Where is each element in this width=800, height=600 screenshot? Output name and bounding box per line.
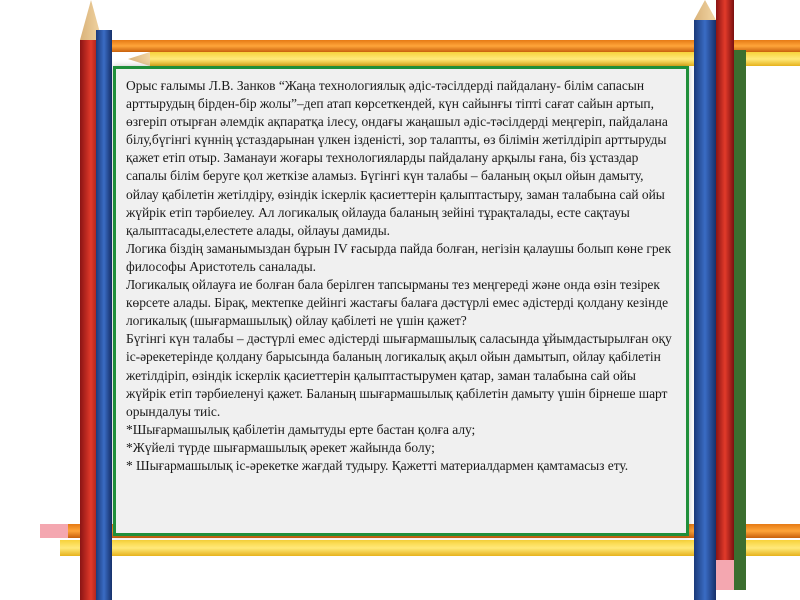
right-blue-pencil (694, 0, 716, 600)
paragraph-logic-history: Логика біздің заманымыздан бұрын IV ғасырда пайда болған, негізін қалаушы болып көне грек философы Аристотель саналады. (126, 240, 672, 274)
paragraph-todays-demand: Бүгінгі күн талабы – дәстүрлі емес әдістерді шығармашылық саласында ұйымдастырылған оқу іс-әрекетерінде қолдану барысында баланың логикалық ақыл ойын дамытып, ойлау қабілетін жетілдіріп, өзіндік іскерлік қасиеттерін қалыптастырумен қатар, заман талабына сай ойы жүйрік етіп тәрбиеленуі қажет. Баланың шығармашылық қабілетін дамыту үшін бірнеше шарт орындалуы тиіс. (126, 331, 672, 419)
list-item-conditions: * Шығармашылық іс-әрекетке жағдай тудыру. Қажетті материалдармен қамтамасыз ету. (126, 457, 629, 473)
slide-text-body (126, 77, 678, 475)
list-item-systematic: *Жүйелі түрде шығармашылық әрекет жайында болу; (126, 439, 435, 455)
left-blue-pencil (96, 30, 112, 600)
right-red-pencil (716, 0, 734, 590)
bottom-yellow-pencil (60, 540, 800, 556)
right-green-pencil (734, 50, 746, 590)
paragraph-logical-thinking: Логикалық ойлауға ие болған бала берілген тапсырманы тез меңгереді және онда өзін тезірек көрсете алады. Бірақ, мектепке дейінгі жастағы балаға дәстүрлі емес әдістерді қолдану кезінде логикалық (шығармашылық) ойлау қабілеті не үшін қажет? (126, 277, 669, 329)
slide-text-panel (113, 66, 689, 536)
paragraph-intro: Орыс ғалымы Л.В. Занков “Жаңа технологиялық әдіс-тәсілдерді пайдалану- білім сапасын арттырудың бірден-бір жолы”–деп атап көрсеткендей, күн сайынғы тіпті сағат сайын артып, өзгеріп отырған әлемдік ақпаратқа ілесу, ондағы жаңашыл әдіс-тәсілдерді меңгеріп, пайдалана білу,бүгінгі күннің ұстаздарынан үлкен ізденісті, зор талапты, өз білімін жетілдіріп арттыруды қажет етіп отыр. Заманауи жоғары технологияларды пайдалану арқылы ғана, біз ұстаздар сапалы білім беруге қол жеткізе аламыз. Бүгінгі күн талабы – баланың оқыл ойын дамыту, ойлау қабілетін жетілдіру, өзіндік іскерлік қасиеттерін қалыптастыру, заман талабына сай ойы жүйрік етіп тәрбиелеу. Ал логикалық ойлауда баланың зейіні тұрақталады, есте сақтауы қалыптасады,елестете алады, ойлауы дамиды. (126, 78, 668, 238)
list-item-early-start: *Шығармашылық қабілетін дамытуды ерте бастан қолға алу; (126, 421, 476, 437)
